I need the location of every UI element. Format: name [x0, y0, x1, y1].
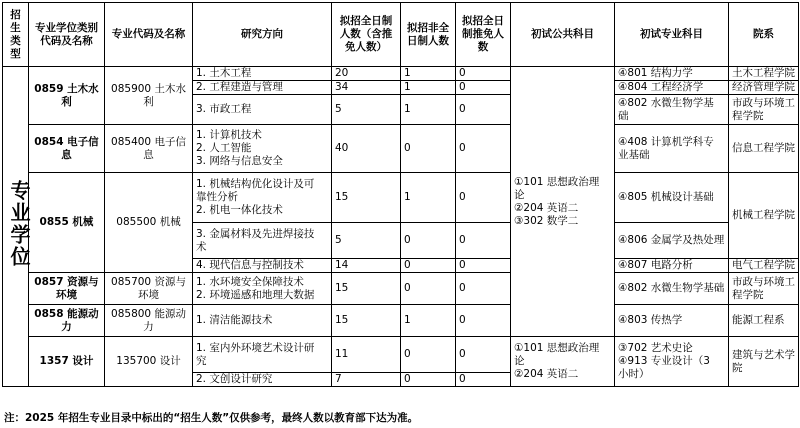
header-category: 专业学位类别代码及名称	[29, 3, 105, 67]
exempt-cell: 0	[456, 223, 511, 259]
exempt-cell: 0	[456, 373, 511, 387]
dept-cell: 机械工程学院	[729, 173, 799, 259]
parttime-cell: 0	[401, 223, 456, 259]
parttime-cell: 0	[401, 259, 456, 273]
fulltime-cell: 15	[332, 305, 401, 337]
fulltime-cell: 34	[332, 81, 401, 95]
public-subject-cell: ①101 思想政治理 论 ②204 英语二 ③302 数学二	[511, 67, 615, 337]
major-subject-cell: ④805 机械设计基础	[615, 173, 729, 223]
direction-cell: 1. 土木工程	[193, 67, 332, 81]
major-subject-cell: ④801 结构力学	[615, 67, 729, 81]
enrollment-table	[2, 2, 799, 387]
table-row	[3, 337, 799, 373]
dept-cell: 建筑与艺术学院	[729, 337, 799, 387]
header-major-subject: 初试专业科目	[615, 3, 729, 67]
parttime-cell: 0	[401, 273, 456, 305]
major-cell: 085500 机械	[105, 173, 193, 273]
major-subject-cell: ④807 电路分析	[615, 259, 729, 273]
category-cell: 0854 电子信息	[29, 125, 105, 173]
exempt-cell: 0	[456, 337, 511, 373]
fulltime-cell: 7	[332, 373, 401, 387]
direction-cell: 1. 水环境安全保障技术 2. 环境遥感和地理大数据	[193, 273, 332, 305]
header-dept: 院系	[729, 3, 799, 67]
dept-cell: 经济管理学院	[729, 81, 799, 95]
fulltime-cell: 40	[332, 125, 401, 173]
parttime-cell: 1	[401, 67, 456, 81]
header-public-subject: 初试公共科目	[511, 3, 615, 67]
direction-cell: 3. 市政工程	[193, 95, 332, 125]
footnote: 注：2025 年招生专业目录中标出的“招生人数”仅供参考，最终人数以教育部下达为准。	[4, 412, 419, 424]
major-subject-cell: ④806 金属学及热处理	[615, 223, 729, 259]
fulltime-cell: 5	[332, 95, 401, 125]
direction-cell: 4. 现代信息与控制技术	[193, 259, 332, 273]
header-direction: 研究方向	[193, 3, 332, 67]
exempt-cell: 0	[456, 273, 511, 305]
major-subject-cell: ④803 传热学	[615, 305, 729, 337]
major-cell: 085800 能源动力	[105, 305, 193, 337]
table-row	[3, 173, 799, 223]
table-row	[3, 305, 799, 337]
major-cell: 085900 土木水利	[105, 67, 193, 125]
header-fulltime: 拟招全日制人数（含推免人数）	[332, 3, 401, 67]
fulltime-cell: 15	[332, 273, 401, 305]
parttime-cell: 1	[401, 173, 456, 223]
category-cell: 0858 能源动力	[29, 305, 105, 337]
major-subject-cell: ④408 计算机学科专 业基础	[615, 125, 729, 173]
header-row	[3, 3, 799, 67]
header-major: 专业代码及名称	[105, 3, 193, 67]
major-cell: 135700 设计	[105, 337, 193, 387]
major-subject-cell: ④804 工程经济学	[615, 81, 729, 95]
exempt-cell: 0	[456, 81, 511, 95]
table-row	[3, 125, 799, 173]
table-row	[3, 67, 799, 81]
enroll-type-cell: 专业学位	[3, 67, 29, 387]
major-subject-cell: ④802 水微生物学基 础	[615, 95, 729, 125]
exempt-cell: 0	[456, 173, 511, 223]
parttime-cell: 0	[401, 373, 456, 387]
direction-cell: 1. 室内外环境艺术设计研 究	[193, 337, 332, 373]
direction-cell: 1. 清洁能源技术	[193, 305, 332, 337]
fulltime-cell: 15	[332, 173, 401, 223]
major-subject-cell: ③702 艺术史论 ④913 专业设计（3 小时）	[615, 337, 729, 387]
major-cell: 085400 电子信息	[105, 125, 193, 173]
category-cell: 0855 机械	[29, 173, 105, 273]
major-cell: 085700 资源与环境	[105, 273, 193, 305]
dept-cell: 市政与环境工程学院	[729, 273, 799, 305]
exempt-cell: 0	[456, 305, 511, 337]
fulltime-cell: 14	[332, 259, 401, 273]
direction-cell: 1. 计算机技术 2. 人工智能 3. 网络与信息安全	[193, 125, 332, 173]
public-subject-cell: ①101 思想政治理 论 ②204 英语二	[511, 337, 615, 387]
parttime-cell: 1	[401, 305, 456, 337]
header-parttime: 拟招非全日制人数	[401, 3, 456, 67]
parttime-cell: 1	[401, 81, 456, 95]
dept-cell: 土木工程学院	[729, 67, 799, 81]
direction-cell: 3. 金属材料及先进焊接技 术	[193, 223, 332, 259]
direction-cell: 2. 文创设计研究	[193, 373, 332, 387]
direction-cell: 1. 机械结构优化设计及可 靠性分析 2. 机电一体化技术	[193, 173, 332, 223]
category-cell: 0859 土木水利	[29, 67, 105, 125]
header-exempt: 拟招全日制推免人数	[456, 3, 511, 67]
category-cell: 1357 设计	[29, 337, 105, 387]
major-subject-cell: ④802 水微生物学基础	[615, 273, 729, 305]
direction-cell: 2. 工程建造与管理	[193, 81, 332, 95]
fulltime-cell: 20	[332, 67, 401, 81]
parttime-cell: 1	[401, 95, 456, 125]
header-enroll-type: 招生类型	[3, 3, 29, 67]
parttime-cell: 0	[401, 337, 456, 373]
fulltime-cell: 5	[332, 223, 401, 259]
dept-cell: 电气工程学院	[729, 259, 799, 273]
parttime-cell: 0	[401, 125, 456, 173]
exempt-cell: 0	[456, 125, 511, 173]
dept-cell: 能源工程系	[729, 305, 799, 337]
dept-cell: 信息工程学院	[729, 125, 799, 173]
category-cell: 0857 资源与环境	[29, 273, 105, 305]
table-row	[3, 273, 799, 305]
fulltime-cell: 11	[332, 337, 401, 373]
exempt-cell: 0	[456, 95, 511, 125]
exempt-cell: 0	[456, 67, 511, 81]
dept-cell: 市政与环境工程学院	[729, 95, 799, 125]
exempt-cell: 0	[456, 259, 511, 273]
